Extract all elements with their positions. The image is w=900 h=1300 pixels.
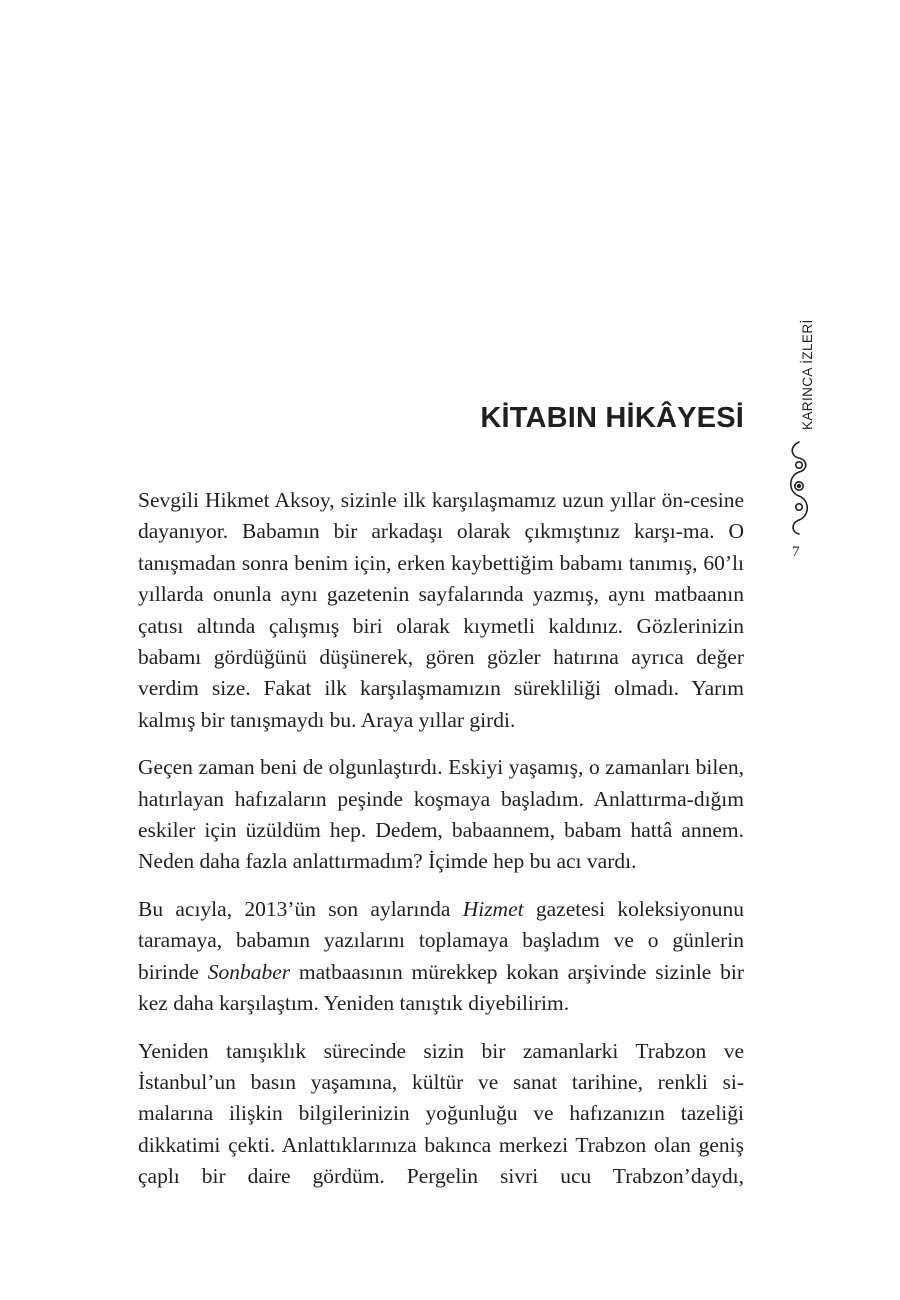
body-text (138, 485, 744, 1209)
running-head: KARINCA İZLERİ (800, 319, 815, 430)
page-number: 7 (792, 544, 800, 560)
paragraph-1: Sevgili Hikmet Aksoy, sizinle ilk karşılaşmamız uzun yıllar ön-cesine dayanıyor. Babamın bir arkadaşı olarak çıkmıştınız karşı-ma. O tanışmadan sonra benim için, erken kaybettiğim babamı tanımış, 60’lı yıllarda onunla aynı gazetenin sayfalarında yazmış, aynı matbaanın çatısı altında çalışmış biri olarak kıymetli kaldınız. Gözlerinizin babamı gördüğünü düşünerek, gören gözler hatırına ayrıca değer verdim size. Fakat ilk karşılaşmamızın sürekliliği olmadı. Yarım kalmış bir tanışmaydı bu. Araya yıllar girdi. (138, 488, 744, 732)
paragraph-4: Yeniden tanışıklık sürecinde sizin bir zamanlarki Trabzon ve İstanbul’un basın yaşamına, kültür ve sanat tarihine, renkli si-malarına ilişkin bilgilerinizin yoğunluğu ve hafızanızın tazeliği dikkatimi çekti. Anlattıklarınıza bakınca merkezi Trabzon olan geniş çaplı bir daire gördüm. Pergelin sivri ucu Trabzon’daydı, (138, 1038, 744, 1189)
newspaper-title-hizmet: Hizmet (462, 896, 524, 921)
paragraph-2: Geçen zaman beni de olgunlaştırdı. Eskiyi yaşamış, o zamanları bilen, hatırlayan hafızaların peşinde koşmaya başladım. Anlattırma-dığım eskiler için üzüldüm hep. Dedem, babaannem, babam hattâ annem. Neden daha fazla anlattırmadım? İçimde hep bu acı vardı. (138, 755, 744, 874)
paragraph-3: Bu acıyla, 2013’ün son aylarında Hizmet gazetesi koleksiyonunu taramaya, babamın yazılarını toplamaya başladım ve o günlerin birinde Sonbaber matbaasının mürekkep kokan arşivinde sizinle bir kez daha karşılaştım. Yeniden tanıştık diyebilirim. (138, 896, 744, 1016)
press-name-sonbaber: Sonbaber (207, 959, 291, 984)
swirl-ornament-icon (786, 440, 812, 536)
chapter-title: KİTABIN HİKÂYESİ (480, 402, 744, 434)
